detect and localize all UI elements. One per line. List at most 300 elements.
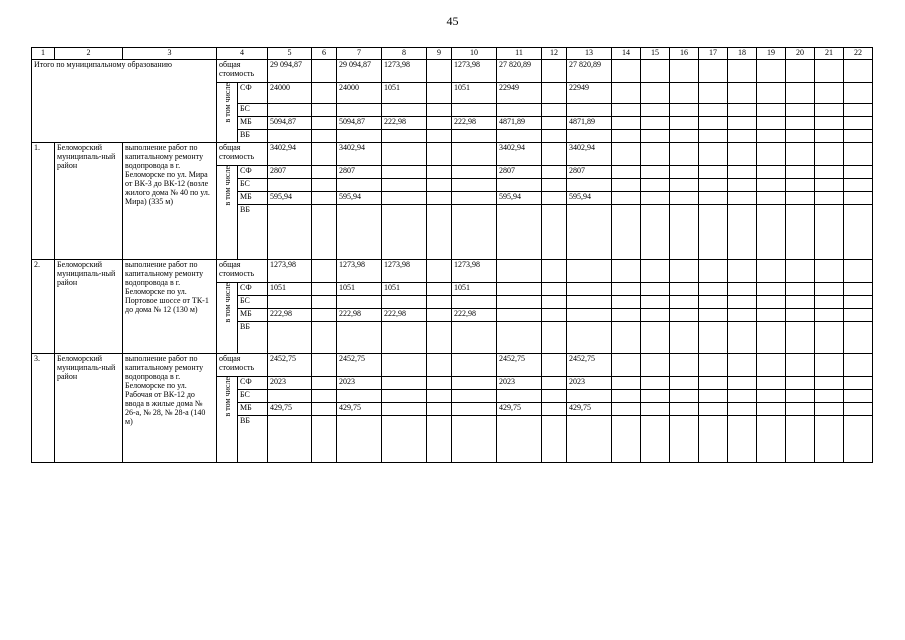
value-cell [542,354,567,377]
value-cell [268,179,312,192]
value-cell: 22949 [497,83,542,104]
value-cell [815,403,844,416]
value-cell [452,377,497,390]
value-cell [844,166,873,179]
value-cell [844,143,873,166]
value-cell [844,104,873,117]
value-cell: 3402,94 [497,143,542,166]
value-cell [670,322,699,354]
value-cell [542,179,567,192]
column-number: 19 [757,48,786,60]
value-cell [699,104,728,117]
value-cell [641,130,670,143]
value-cell [567,260,612,283]
value-cell [268,416,312,463]
including-text: в том числе [222,83,232,123]
value-cell [542,322,567,354]
value-cell [786,179,815,192]
value-cell [641,260,670,283]
value-cell [268,390,312,403]
value-cell [427,283,452,296]
item-3-total-row [32,354,873,377]
value-cell [844,60,873,83]
value-cell [567,416,612,463]
value-cell: 429,75 [497,403,542,416]
source-label-mb: МБ [238,192,268,205]
value-cell [757,390,786,403]
value-cell [542,416,567,463]
district-name: Беломорский муниципаль-ный район [55,143,123,260]
value-cell [815,354,844,377]
value-cell [312,60,337,83]
value-cell [815,179,844,192]
value-cell [757,130,786,143]
value-cell [427,104,452,117]
value-cell [786,354,815,377]
including-label [217,283,238,354]
value-cell [699,283,728,296]
value-cell [844,130,873,143]
value-cell: 4871,89 [497,117,542,130]
value-cell: 3402,94 [268,143,312,166]
value-cell [757,296,786,309]
total-cost-label: общая стоимость [217,60,268,83]
value-cell [312,377,337,390]
value-cell [268,104,312,117]
value-cell [427,179,452,192]
value-cell [757,377,786,390]
value-cell [612,403,641,416]
value-cell [757,403,786,416]
value-cell [699,354,728,377]
column-number: 22 [844,48,873,60]
value-cell [757,260,786,283]
value-cell [728,179,757,192]
value-cell: 4871,89 [567,117,612,130]
value-cell [699,83,728,104]
value-cell [757,283,786,296]
column-number: 2 [55,48,123,60]
value-cell [612,143,641,166]
value-cell [382,166,427,179]
value-cell [567,309,612,322]
value-cell [699,390,728,403]
value-cell [452,143,497,166]
value-cell [337,130,382,143]
value-cell [612,354,641,377]
value-cell [452,416,497,463]
value-cell [497,130,542,143]
value-cell [427,377,452,390]
value-cell [641,143,670,166]
value-cell: 27 820,89 [567,60,612,83]
value-cell [382,390,427,403]
value-cell [567,322,612,354]
value-cell: 222,98 [452,309,497,322]
including-text: в том числе [222,283,232,323]
value-cell [728,322,757,354]
source-label-sf: СФ [238,83,268,104]
value-cell [757,117,786,130]
value-cell [670,377,699,390]
value-cell [337,416,382,463]
value-cell: 595,94 [268,192,312,205]
value-cell [542,117,567,130]
value-cell [844,205,873,260]
value-cell [542,260,567,283]
value-cell: 429,75 [337,403,382,416]
value-cell [382,192,427,205]
value-cell [670,130,699,143]
value-cell [312,296,337,309]
value-cell: 429,75 [567,403,612,416]
value-cell [844,260,873,283]
including-label [217,83,238,143]
value-cell [542,60,567,83]
value-cell [567,283,612,296]
value-cell: 5094,87 [337,117,382,130]
total-cost-label: общая стоимость [217,260,268,283]
value-cell: 5094,87 [268,117,312,130]
value-cell [844,192,873,205]
value-cell [786,83,815,104]
page-number: 45 [446,14,459,28]
value-cell [497,179,542,192]
value-cell: 222,98 [382,309,427,322]
value-cell [312,130,337,143]
value-cell: 2807 [497,166,542,179]
value-cell [612,60,641,83]
value-cell [452,390,497,403]
value-cell [699,205,728,260]
value-cell: 27 820,89 [497,60,542,83]
value-cell [382,322,427,354]
value-cell [612,296,641,309]
source-label-sf: СФ [238,283,268,296]
value-cell: 222,98 [382,117,427,130]
value-cell [497,296,542,309]
column-number: 15 [641,48,670,60]
value-cell [497,205,542,260]
value-cell [757,143,786,166]
total-total-row [32,60,873,83]
value-cell: 222,98 [268,309,312,322]
value-cell [670,260,699,283]
value-cell [427,60,452,83]
value-cell [728,309,757,322]
value-cell [612,377,641,390]
value-cell [427,130,452,143]
value-cell [452,192,497,205]
value-cell [567,205,612,260]
value-cell [542,283,567,296]
value-cell [757,309,786,322]
value-cell [497,260,542,283]
value-cell [728,390,757,403]
value-cell [427,260,452,283]
value-cell [844,403,873,416]
value-cell [815,117,844,130]
value-cell [815,60,844,83]
value-cell [844,309,873,322]
value-cell [427,205,452,260]
including-label [217,166,238,260]
value-cell [612,166,641,179]
value-cell [670,143,699,166]
value-cell [382,205,427,260]
value-cell [312,260,337,283]
value-cell [312,283,337,296]
source-label-mb: МБ [238,309,268,322]
value-cell [641,117,670,130]
value-cell: 3402,94 [567,143,612,166]
value-cell: 1051 [337,283,382,296]
value-cell [699,130,728,143]
value-cell [728,354,757,377]
value-cell [337,179,382,192]
source-label-bs: БС [238,390,268,403]
source-label-sf: СФ [238,166,268,179]
value-cell [612,205,641,260]
value-cell: 1051 [268,283,312,296]
value-cell [786,104,815,117]
including-label [217,377,238,463]
value-cell [612,416,641,463]
value-cell: 29 094,87 [268,60,312,83]
value-cell [728,117,757,130]
value-cell [670,205,699,260]
value-cell: 1273,98 [382,60,427,83]
value-cell [757,104,786,117]
value-cell [786,60,815,83]
value-cell [670,390,699,403]
value-cell [452,130,497,143]
value-cell [757,166,786,179]
value-cell [815,322,844,354]
value-cell [670,179,699,192]
value-cell [542,143,567,166]
value-cell: 29 094,87 [337,60,382,83]
value-cell [699,143,728,166]
column-number: 4 [217,48,268,60]
value-cell [670,283,699,296]
value-cell: 2023 [337,377,382,390]
value-cell [497,283,542,296]
value-cell [699,192,728,205]
value-cell [268,296,312,309]
value-cell [427,322,452,354]
value-cell [337,296,382,309]
value-cell: 2023 [268,377,312,390]
value-cell: 595,94 [567,192,612,205]
column-number: 14 [612,48,641,60]
value-cell [699,403,728,416]
value-cell: 1051 [382,83,427,104]
value-cell [786,296,815,309]
value-cell [815,390,844,403]
source-label-vb: ВБ [238,322,268,354]
value-cell [337,390,382,403]
value-cell [542,130,567,143]
value-cell [670,166,699,179]
value-cell [612,309,641,322]
value-cell [452,166,497,179]
value-cell [728,296,757,309]
value-cell [641,322,670,354]
value-cell [786,403,815,416]
value-cell [786,283,815,296]
value-cell: 2452,75 [337,354,382,377]
source-label-mb: МБ [238,403,268,416]
value-cell: 2023 [497,377,542,390]
value-cell [542,104,567,117]
column-number: 13 [567,48,612,60]
including-text: в том числе [222,166,232,206]
value-cell [382,354,427,377]
budget-table [31,47,873,463]
column-number: 10 [452,48,497,60]
district-name: Беломорский муниципаль-ный район [55,354,123,463]
value-cell [670,354,699,377]
value-cell [670,60,699,83]
value-cell [728,143,757,166]
value-cell [567,130,612,143]
value-cell [452,104,497,117]
work-description: выполнение работ по капитальному ремонту водопровода в г. Беломорске по ул. Портовое шоссе от ТК-1 до дома № 12 (130 м) [123,260,217,354]
value-cell: 222,98 [337,309,382,322]
value-cell [786,205,815,260]
value-cell [427,403,452,416]
value-cell [382,296,427,309]
value-cell [641,192,670,205]
value-cell [844,377,873,390]
source-label-mb: МБ [238,117,268,130]
value-cell [815,143,844,166]
column-number: 12 [542,48,567,60]
value-cell: 2023 [567,377,612,390]
value-cell [312,354,337,377]
value-cell [427,83,452,104]
value-cell [312,192,337,205]
value-cell [815,130,844,143]
value-cell [844,117,873,130]
value-cell: 3402,94 [337,143,382,166]
value-cell [844,296,873,309]
value-cell: 2807 [337,166,382,179]
value-cell [670,296,699,309]
value-cell [382,403,427,416]
value-cell [612,260,641,283]
value-cell [728,403,757,416]
value-cell [757,354,786,377]
value-cell [641,205,670,260]
value-cell: 2452,75 [497,354,542,377]
value-cell [567,296,612,309]
value-cell [670,192,699,205]
value-cell [699,117,728,130]
value-cell [844,390,873,403]
value-cell [427,296,452,309]
value-cell [542,83,567,104]
value-cell [641,354,670,377]
source-label-vb: ВБ [238,130,268,143]
value-cell [312,205,337,260]
value-cell [641,390,670,403]
value-cell: 1051 [452,283,497,296]
item-number: 3. [32,354,55,463]
value-cell [786,117,815,130]
value-cell [670,117,699,130]
value-cell [844,83,873,104]
value-cell [815,283,844,296]
value-cell: 1273,98 [452,260,497,283]
value-cell [641,83,670,104]
value-cell [641,104,670,117]
value-cell [670,416,699,463]
source-label-vb: ВБ [238,205,268,260]
value-cell [427,390,452,403]
value-cell [382,130,427,143]
column-number: 18 [728,48,757,60]
value-cell [757,322,786,354]
value-cell [312,403,337,416]
value-cell [312,104,337,117]
value-cell [641,283,670,296]
value-cell [612,322,641,354]
value-cell [567,179,612,192]
total-cost-label: общая стоимость [217,354,268,377]
value-cell [786,390,815,403]
value-cell [641,60,670,83]
column-number: 7 [337,48,382,60]
value-cell [312,117,337,130]
value-cell [641,309,670,322]
value-cell [815,416,844,463]
value-cell [815,205,844,260]
value-cell [612,283,641,296]
value-cell [815,309,844,322]
value-cell [497,390,542,403]
value-cell [452,403,497,416]
value-cell: 24000 [268,83,312,104]
value-cell [641,377,670,390]
value-cell [382,377,427,390]
value-cell [844,283,873,296]
item-number: 2. [32,260,55,354]
column-number: 1 [32,48,55,60]
value-cell [699,322,728,354]
value-cell [427,166,452,179]
value-cell [728,283,757,296]
value-cell [382,179,427,192]
value-cell [699,296,728,309]
value-cell [542,296,567,309]
value-cell: 22949 [567,83,612,104]
value-cell [268,205,312,260]
value-cell [699,416,728,463]
value-cell [728,83,757,104]
value-cell [786,166,815,179]
value-cell [728,260,757,283]
column-number: 17 [699,48,728,60]
value-cell [641,403,670,416]
value-cell [612,104,641,117]
value-cell: 2452,75 [268,354,312,377]
value-cell [815,192,844,205]
value-cell [786,377,815,390]
value-cell [612,390,641,403]
value-cell [497,416,542,463]
